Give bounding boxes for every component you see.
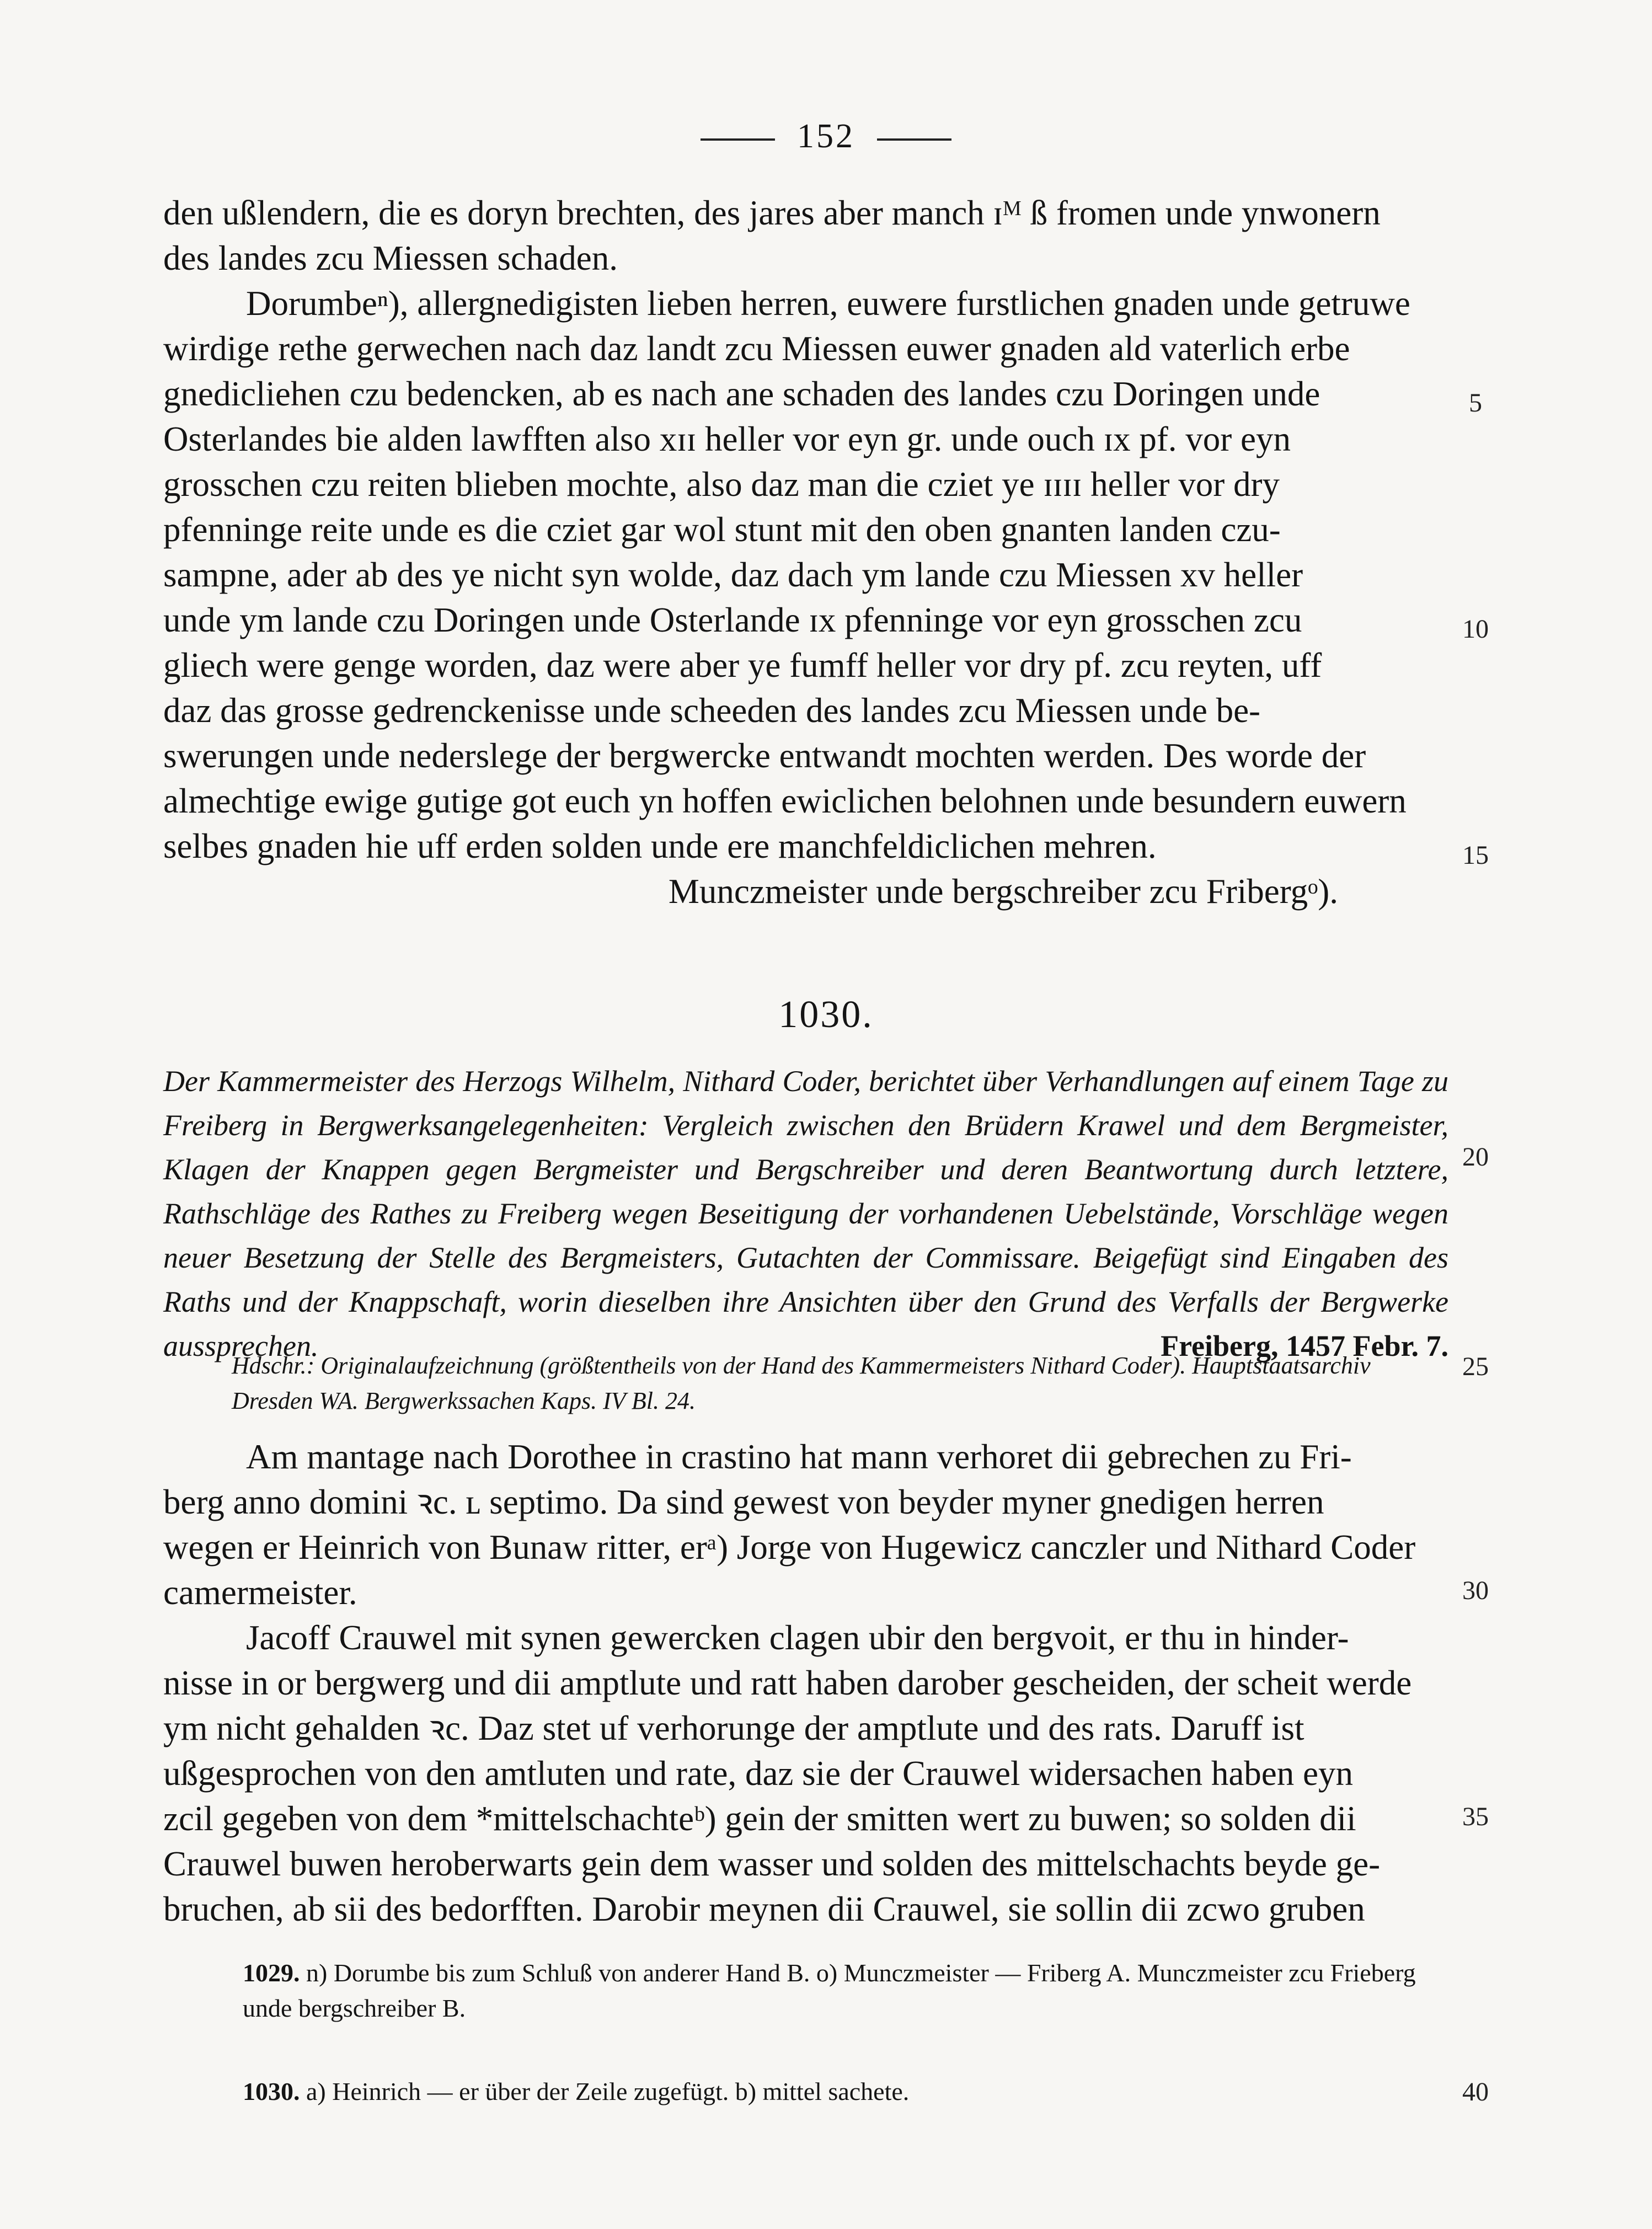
summary-text: Der Kammermeister des Herzogs Wilhelm, Nithard Coder, berichtet über Verhandlungen auf einem Tage zu Freiberg in Bergwerksangelegenheiten: Vergleich zwischen den Brüdern Krawel und dem Bergmeister, Klagen der Knappen gegen Bergmeister und Bergschreiber und deren Beantwortung durch letztere, Rathschläge des Rathes zu Freiberg wegen Beseitigung der vorhandenen Uebelstände, Vorschläge wegen neuer Besetzung der Stelle des Bergmeisters, Gutachten der Commissare. Beigefügt sind Eingaben des Raths und der Knappschaft, worin dieselben ihre Ansichten über den Grund des Verfalls der Bergwerke aussprechen.: [163, 1065, 1448, 1362]
text-line: Am mantage nach Dorothee in crastino hat mann verhoret dii gebrechen zu Fri-: [246, 1437, 1352, 1476]
text-line: Crauwel buwen heroberwarts gein dem wasser und solden des mittelschachts beyde ge-: [163, 1845, 1381, 1883]
text-line: Osterlandes bie alden lawfften also xɪɪ heller vor eyn gr. unde ouch ɪx pf. vor eyn: [163, 420, 1291, 458]
page-number: 152: [797, 117, 855, 155]
header-rule-right: [877, 138, 951, 141]
line-number: 10: [1462, 614, 1489, 644]
text-line: selbes gnaden hie uff erden solden unde ere manchfeldiclichen mehren.: [163, 827, 1157, 865]
line-number: 35: [1462, 1802, 1489, 1831]
text-line: Dorumbeⁿ), allergnedigisten lieben herren, euwere furstlichen gnaden unde getruwe: [246, 284, 1410, 323]
text-line: daz das grosse gedrenckenisse unde scheeden des landes zcu Miessen unde be-: [163, 691, 1261, 730]
text-line: zcil gegeben von dem *mittelschachteᵇ) gein der smitten wert zu buwen; so solden dii: [163, 1799, 1356, 1838]
text-line: nisse in or bergwerg und dii amptlute und ratt haben darober gescheiden, der scheit werde: [163, 1664, 1412, 1702]
text-line: ym nicht gehalden ꝛc. Daz stet uf verhorunge der amptlute und des rats. Daruff ist: [163, 1709, 1305, 1747]
text-line: grosschen czu reiten blieben mochte, also daz man die cziet ye ɪɪɪɪ heller vor dry: [163, 465, 1280, 504]
text-line: wegen er Heinrich von Bunaw ritter, erᵃ) Jorge von Hugewicz canczler und Nithard Coder: [163, 1528, 1416, 1567]
entry-summary: [163, 1059, 1448, 1368]
footnote-label: 1029.: [243, 1959, 300, 1987]
footnote-text: a) Heinrich — er über der Zeile zugefügt. b) mittel sachete.: [306, 2077, 910, 2105]
text-line: gliech were genge worden, daz were aber ye fumff heller vor dry pf. zcu reyten, uff: [163, 646, 1322, 685]
entry-number: 1030.: [778, 993, 874, 1036]
text-line: wirdige rethe gerwechen nach daz landt zcu Miessen euwer gnaden ald vaterlich erbe: [163, 329, 1350, 368]
footnote-1029: [243, 1955, 1451, 2026]
text-line: swerungen unde nederslege der bergwercke entwandt mochten werden. Des worde der: [163, 736, 1366, 775]
text-line: camermeister.: [163, 1573, 357, 1612]
header-rule-left: [701, 138, 775, 141]
text-line: ußgesprochen von den amtluten und rate, daz sie der Crauwel widersachen haben eyn: [163, 1754, 1353, 1793]
text-line: almechtige ewige gutige got euch yn hoffen ewiclichen belohnen unde besundern euwern: [163, 782, 1407, 820]
text-line: berg anno domini ꝛc. ʟ septimo. Da sind gewest von beyder myner gnedigen herren: [163, 1483, 1324, 1521]
page-header: [0, 117, 1652, 156]
text-line: Jacoff Crauwel mit synen gewercken clagen ubir den bergvoit, er thu in hinder-: [246, 1618, 1349, 1657]
text-line: bruchen, ab sii des bedorfften. Darobir meynen dii Crauwel, sie sollin dii zcwo gruben: [163, 1890, 1365, 1928]
prev-document-text: [163, 190, 1448, 914]
text-line: den ußlendern, die es doryn brechten, des jares aber manch ɪᴹ ß fromen unde ynwonern: [163, 194, 1381, 232]
text-line: des landes zcu Miessen schaden.: [163, 239, 618, 277]
text-line: sampne, ader ab des ye nicht syn wolde, daz dach ym lande czu Miessen xv heller: [163, 555, 1303, 594]
text-line: gnedicliehen czu bedencken, ab es nach ane schaden des landes czu Doringen unde: [163, 375, 1320, 413]
line-number: 30: [1462, 1576, 1489, 1605]
entry-date: Freiberg, 1457 Febr. 7.: [1161, 1329, 1448, 1362]
text-line: pfenninge reite unde es die cziet gar wol stunt mit den oben gnanten landen czu-: [163, 510, 1281, 549]
line-number: 25: [1462, 1352, 1489, 1381]
text-line: unde ym lande czu Doringen unde Osterlande ɪx pfenninge vor eyn grosschen zcu: [163, 601, 1302, 639]
main-text: [163, 1434, 1448, 1932]
source-note: Hdschr.: Originalaufzeichnung (größtentheils von der Hand des Kammermeisters Nithard Coder). Hauptstaatsarchiv Dresden WA. Bergwerkssachen Kaps. IV Bl. 24.: [232, 1352, 1371, 1414]
line-number: 40: [1462, 2077, 1489, 2107]
line-number: 15: [1462, 841, 1489, 870]
footnote-text: n) Dorumbe bis zum Schluß von anderer Hand B. o) Munczmeister — Friberg A. Munczmeister zcu Frieberg unde bergschreiber B.: [243, 1959, 1416, 2022]
signature: Munczmeister unde bergschreiber zcu Fribergᵒ).: [668, 872, 1338, 911]
line-number: 5: [1469, 388, 1482, 418]
footnote-label: 1030.: [243, 2077, 300, 2105]
footnote-1030: [243, 2074, 1451, 2109]
line-number: 20: [1462, 1142, 1489, 1172]
